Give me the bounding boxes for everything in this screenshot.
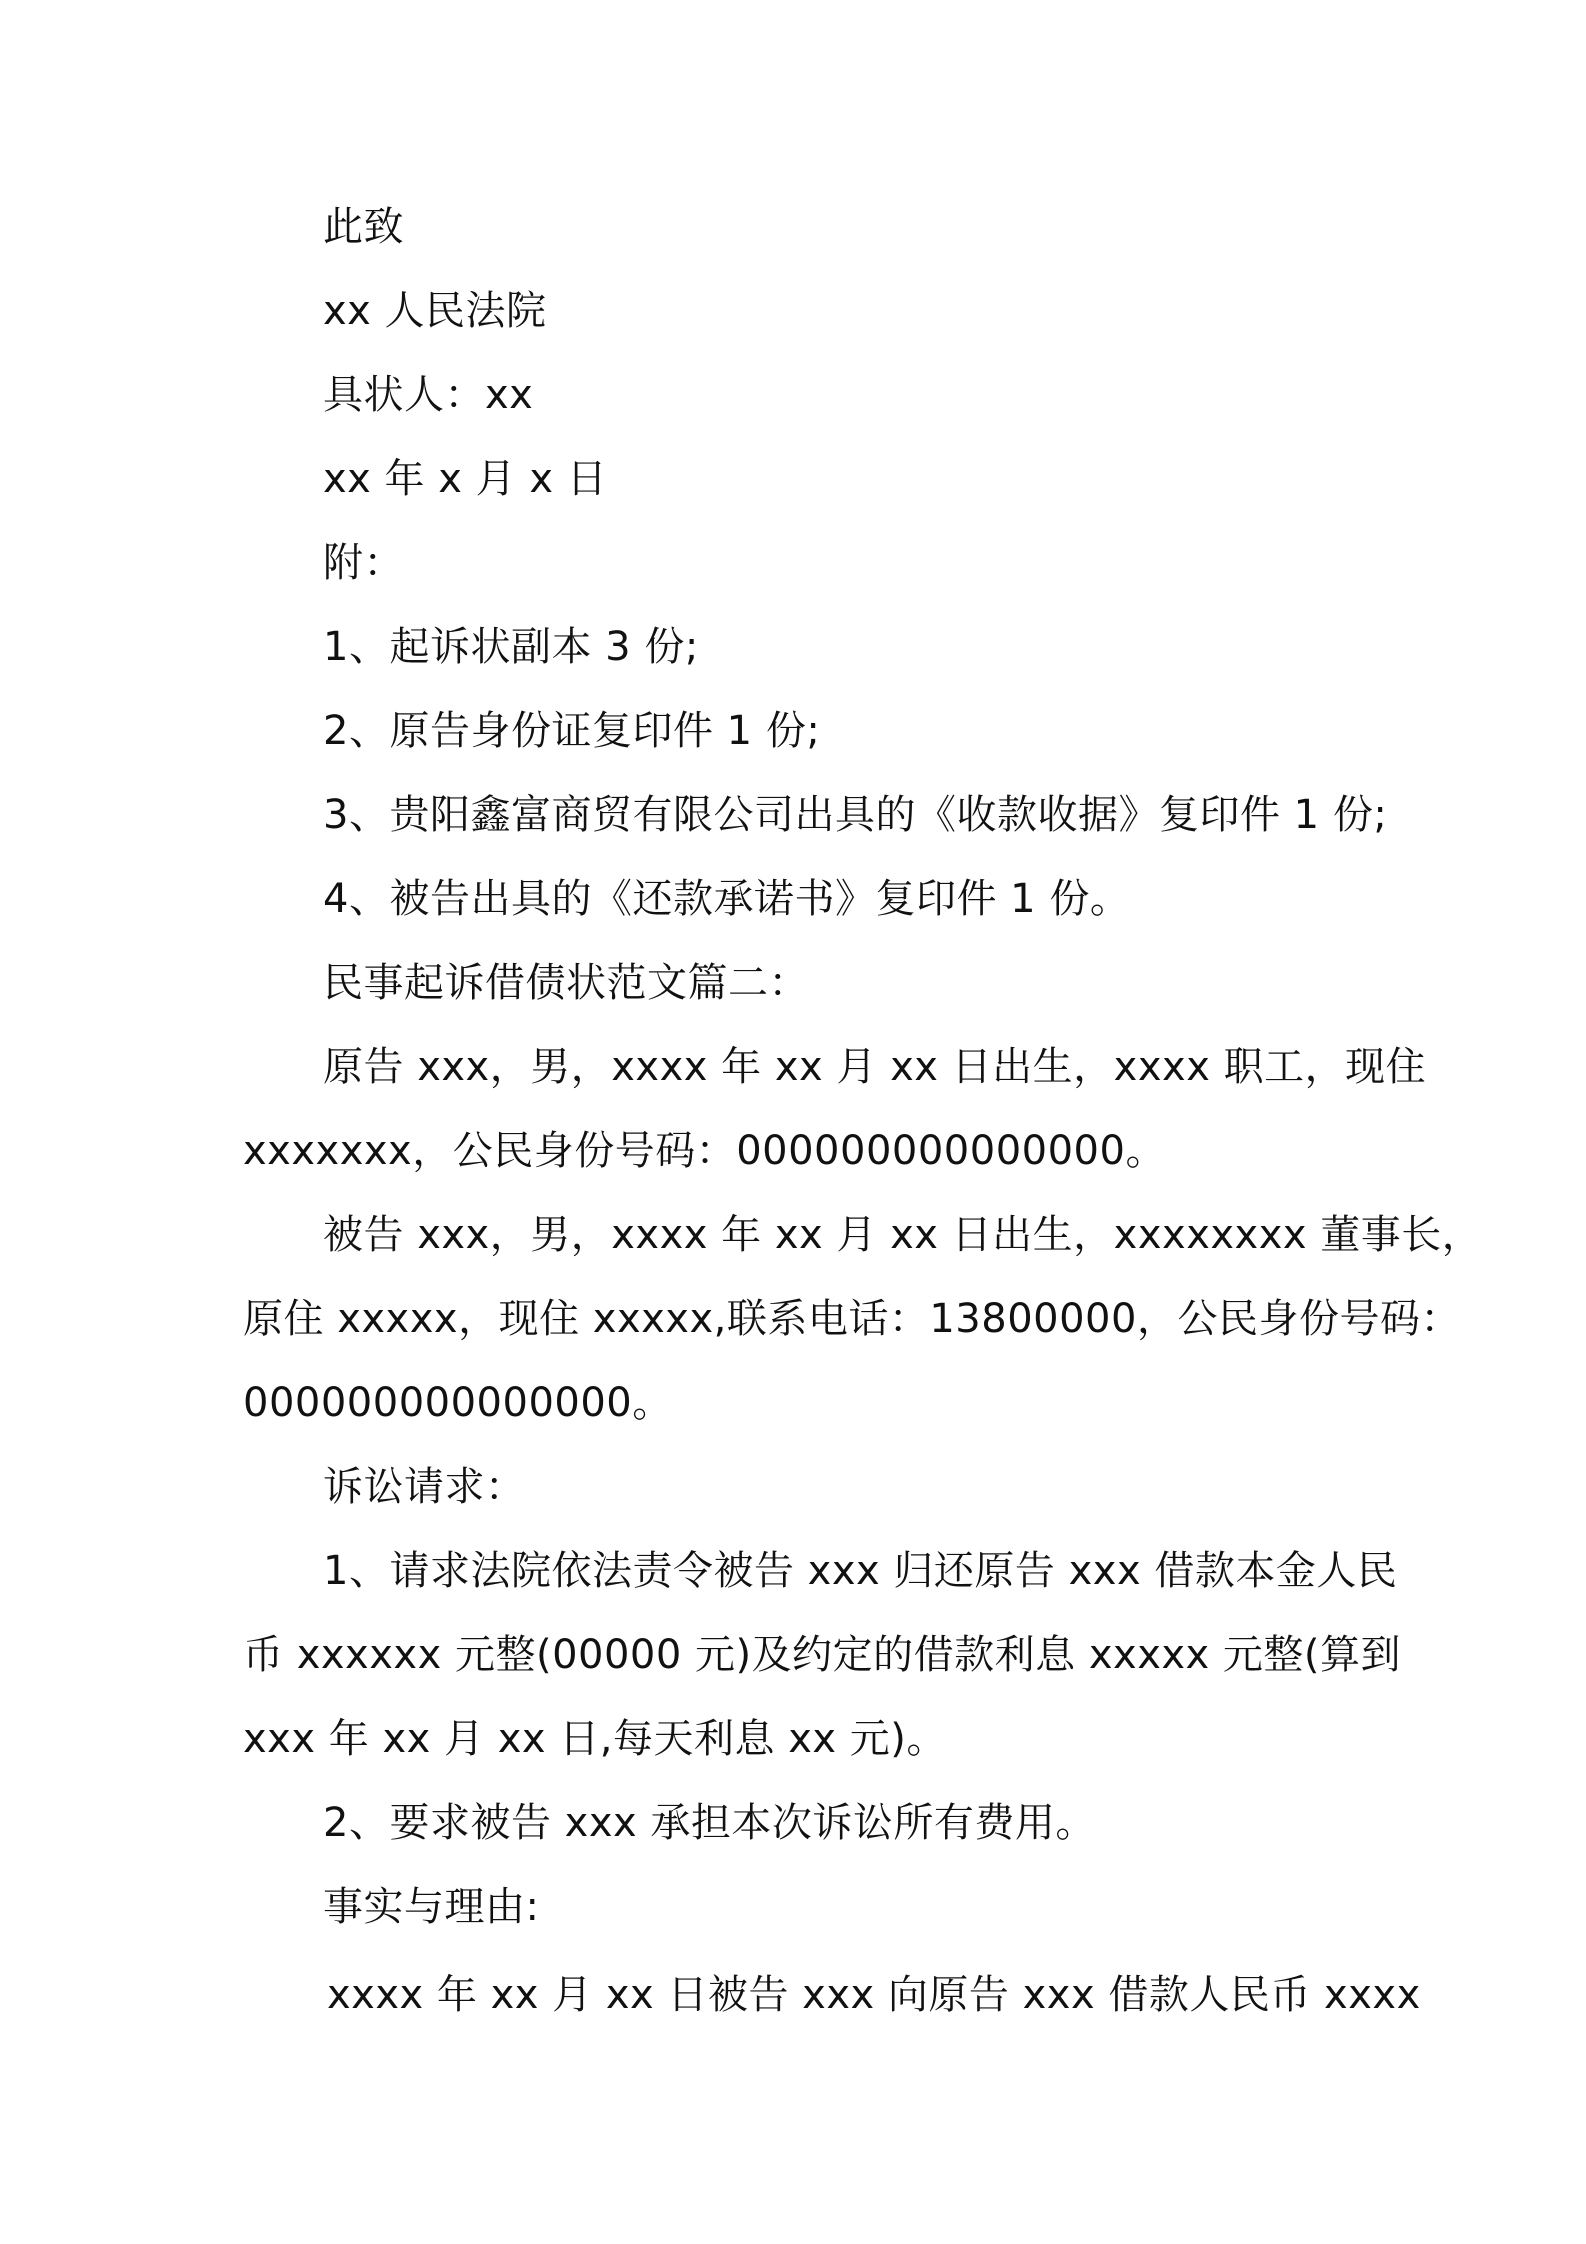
- plaintiff-line: xxxxxxx，公民身份号码：000000000000000。: [243, 1128, 1166, 1174]
- attachments-heading: 附：: [323, 540, 404, 586]
- claim-line: 2、要求被告 xxx 承担本次诉讼所有费用。: [323, 1800, 1096, 1846]
- facts-heading: 事实与理由:: [323, 1884, 540, 1930]
- attachment-item: 4、被告出具的《还款承诺书》复印件 1 份。: [323, 876, 1131, 922]
- closing-salutation: 此致: [323, 204, 404, 250]
- plaintiff-line: 原告 xxx，男，xxxx 年 xx 月 xx 日出生，xxxx 职工，现住: [323, 1044, 1427, 1090]
- signatory: 具状人：xx: [323, 372, 534, 418]
- claim-line: 1、请求法院依法责令被告 xxx 归还原告 xxx 借款本金人民: [323, 1548, 1398, 1594]
- section-title: 民事起诉借债状范文篇二：: [323, 960, 809, 1006]
- attachment-item: 2、原告身份证复印件 1 份;: [323, 708, 821, 754]
- defendant-line: 被告 xxx，男，xxxx 年 xx 月 xx 日出生，xxxxxxxx 董事长，: [323, 1212, 1483, 1258]
- signing-date: xx 年 x 月 x 日: [323, 456, 608, 502]
- facts-line: xxxx 年 xx 月 xx 日被告 xxx 向原告 xxx 借款人民币 xxxx: [327, 1972, 1421, 2018]
- claims-heading: 诉讼请求：: [323, 1464, 526, 1510]
- defendant-line: 000000000000000。: [243, 1380, 673, 1426]
- claim-line: xxx 年 xx 月 xx 日,每天利息 xx 元)。: [243, 1716, 947, 1762]
- attachment-item: 3、贵阳鑫富商贸有限公司出具的《收款收据》复印件 1 份;: [323, 792, 1388, 838]
- court-name: xx 人民法院: [323, 288, 547, 334]
- attachment-item: 1、起诉状副本 3 份;: [323, 624, 699, 670]
- defendant-line: 原住 xxxxx，现住 xxxxx,联系电话：13800000，公民身份号码：: [243, 1296, 1461, 1342]
- claim-line: 币 xxxxxx 元整(00000 元)及约定的借款利息 xxxxx 元整(算到: [243, 1632, 1402, 1678]
